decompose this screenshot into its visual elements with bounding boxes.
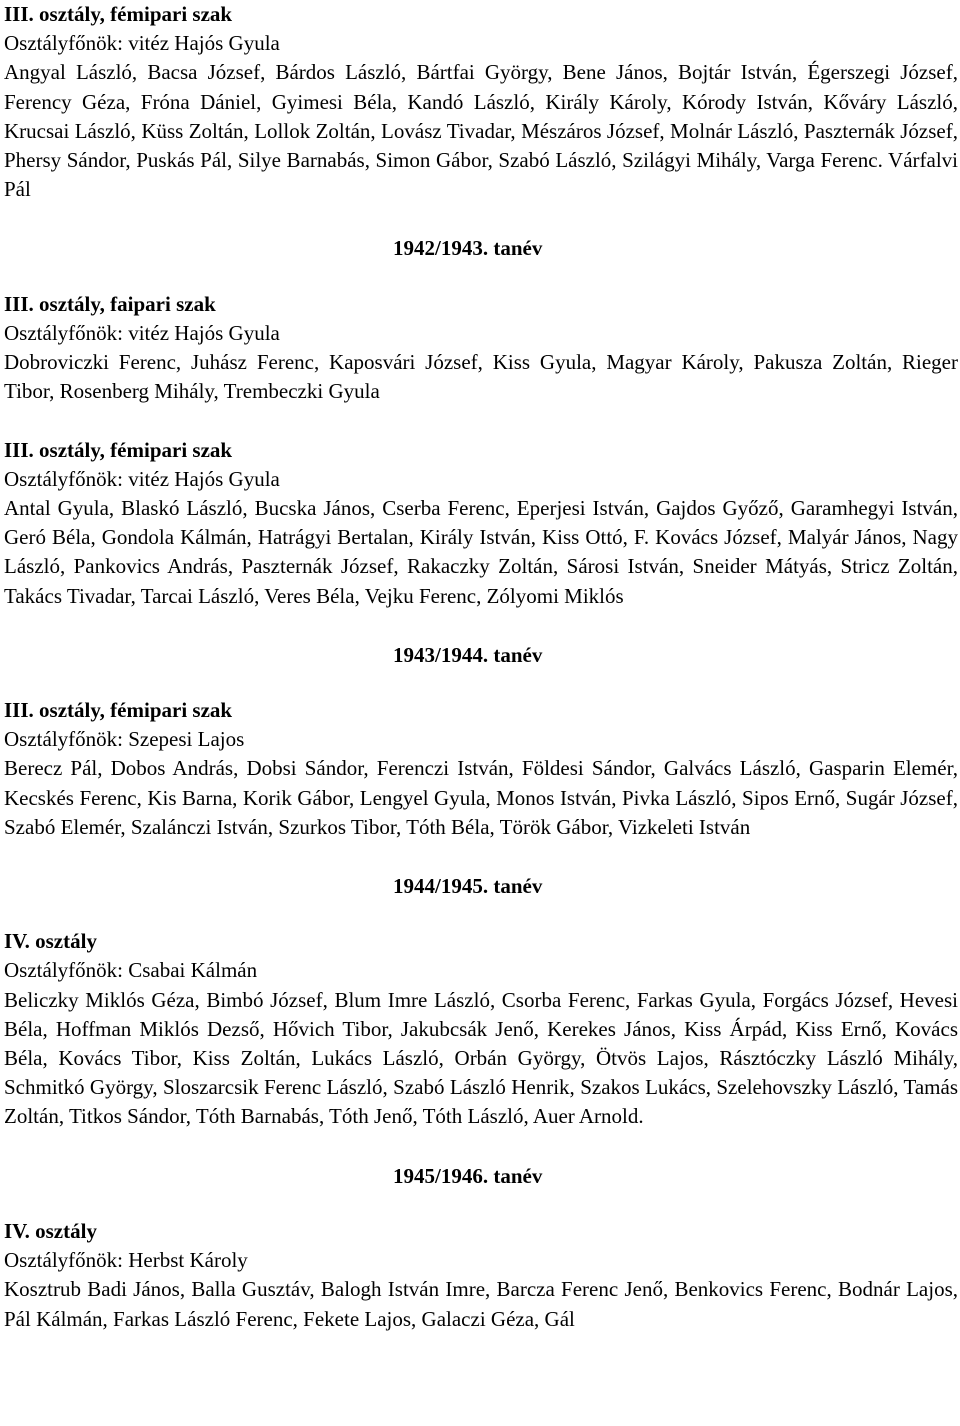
school-year-heading: 1942/1943. tanév [393,236,543,261]
spacer [0,264,960,290]
school-year-heading: 1945/1946. tanév [393,1163,543,1188]
spacer [0,1191,960,1217]
spacer [0,204,960,234]
class-section [0,436,960,611]
class-teacher: Osztályfőnök: vitéz Hajós Gyula [4,320,280,345]
school-year-heading: 1943/1944. tanév [393,642,543,667]
school-year-heading: 1944/1945. tanév [393,874,543,899]
class-section [0,641,960,842]
class-title: III. osztály, fémipari szak [4,437,233,462]
class-section [0,1162,960,1334]
student-list: Angyal László, Bacsa József, Bárdos László, Bártfai György, Bene János, Bojtár István, Égerszegi József, Ferency Géza, Fróna Dániel, Gyimesi Béla, Kandó László, Király Károly, Kórody István, Kőváry László, Krucsai László, Küss Zoltán, Lollok Zoltán, Lovász Tivadar, Mészáros József, Molnár László, Paszternák József, Phersy Sándor, Puskás Pál, Silye Barnabás, Simon Gábor, Szabó László, Szilágyi Mihály, Varga Ferenc. Várfalvi Pál [4,60,958,202]
student-list: Dobroviczki Ferenc, Juhász Ferenc, Kaposvári József, Kiss Gyula, Magyar Károly, Pakusza Zoltán, Rieger Tibor, Rosenberg Mihály, Trembeczki Gyula [4,350,958,404]
spacer [0,1132,960,1162]
student-list: Beliczky Miklós Géza, Bimbó József, Blum Imre László, Csorba Ferenc, Farkas Gyula, Forgács József, Hevesi Béla, Hoffman Miklós Dezső, Hővich Tibor, Jakubcsák Jenő, Kerekes János, Kiss Árpád, Kiss Ernő, Kovács Béla, Kovács Tibor, Kiss Zoltán, Lukács László, Orbán György, Ötvös Lajos, Rásztóczky László Mihály, Schmitkó György, Sloszarcsik Ferenc László, Szabó László Henrik, Szakos Lukács, Szelehovszky László, Tamás Zoltán, Titkos Sándor, Tóth Barnabás, Tóth Jenő, Tóth László, Auer Arnold. [4,987,958,1129]
spacer [0,901,960,927]
class-section [0,234,960,406]
class-teacher: Osztályfőnök: vitéz Hajós Gyula [4,31,280,56]
class-section [0,872,960,1132]
class-title: III. osztály, fémipari szak [4,698,233,723]
student-list: Kosztrub Badi János, Balla Gusztáv, Balogh István Imre, Barcza Ferenc Jenő, Benkovics Ferenc, Bodnár Lajos, Pál Kálmán, Farkas László Ferenc, Fekete Lajos, Galaczi Géza, Gál [4,1277,958,1331]
class-title: IV. osztály [4,1218,97,1243]
student-list: Antal Gyula, Blaskó László, Bucska János, Cserba Ferenc, Eperjesi István, Gajdos Győző, Garamhegyi István, Geró Béla, Gondola Kálmán, Hatrágyi Bertalan, Király István, Kiss Ottó, F. Kovács József, Malyár János, Nagy László, Pankovics András, Paszternák József, Rakaczky Zoltán, Sárosi István, Sneider Mátyás, Stricz Zoltán, Takács Tivadar, Tarcai László, Veres Béla, Vejku Ferenc, Zólyomi Miklós [4,496,958,608]
student-list: Berecz Pál, Dobos András, Dobsi Sándor, Ferenczi István, Földesi Sándor, Galvács László, Gasparin Elemér, Kecskés Ferenc, Kis Barna, Korik Gábor, Lengyel Gyula, Monos István, Pivka László, Sipos Ernő, Sugár József, Szabó Elemér, Szalánczi István, Szurkos Tibor, Tóth Béla, Török Gábor, Vizkeleti István [4,756,958,839]
spacer [0,611,960,641]
class-section [0,0,960,204]
spacer [0,670,960,696]
spacer [0,406,960,435]
class-teacher: Osztályfőnök: vitéz Hajós Gyula [4,466,280,491]
spacer [0,842,960,872]
class-teacher: Osztályfőnök: Herbst Károly [4,1248,248,1273]
class-title: III. osztály, fémipari szak [4,2,233,26]
class-title: IV. osztály [4,929,97,954]
class-teacher: Osztályfőnök: Szepesi Lajos [4,727,245,752]
class-teacher: Osztályfőnök: Csabai Kálmán [4,958,258,983]
class-title: III. osztály, faipari szak [4,291,216,316]
